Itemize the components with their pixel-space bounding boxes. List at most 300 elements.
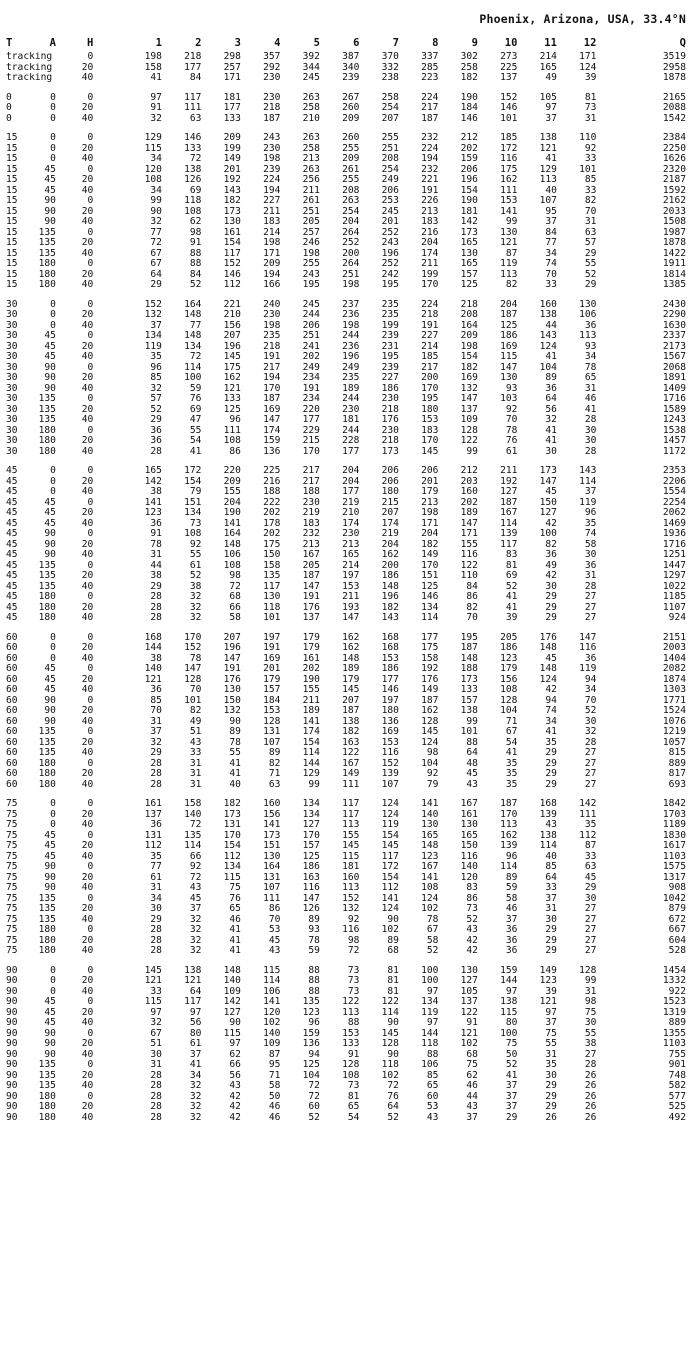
table-cell: 140 xyxy=(144,664,162,674)
table-cell: 175 xyxy=(223,362,241,373)
table-cell: 99 xyxy=(150,196,162,206)
table-cell: 149 xyxy=(223,154,241,164)
table-cell: 31 xyxy=(189,758,202,769)
table-cell: 45 xyxy=(545,487,557,497)
table-cell: 113 xyxy=(342,820,360,830)
table-cell: 15 xyxy=(6,227,18,238)
table-cell: 164 xyxy=(223,529,241,539)
table-cell: 61 xyxy=(505,446,518,457)
table-cell: 53 xyxy=(426,1102,439,1112)
table-cell: 82 xyxy=(466,602,478,613)
table-cell: 41 xyxy=(229,925,241,935)
table-cell: 90 xyxy=(6,1049,18,1060)
table-cell: 75 xyxy=(505,1039,518,1049)
table-cell: 165 xyxy=(460,259,478,269)
table-cell: 165 xyxy=(144,466,162,476)
table-cell: 42 xyxy=(229,1102,241,1112)
table-cell: 168 xyxy=(381,643,399,653)
table-cell: 1589 xyxy=(662,404,686,415)
table-cell: 218 xyxy=(460,299,478,310)
table-cell: 158 xyxy=(421,653,439,664)
table-row xyxy=(6,415,686,426)
table-cell: 90 xyxy=(44,1049,56,1060)
table-cell: 245 xyxy=(302,299,320,310)
table-cell: 124 xyxy=(579,62,597,73)
table-cell: 75 xyxy=(545,1028,557,1039)
table-cell: 128 xyxy=(381,1039,399,1049)
table-cell: 36 xyxy=(545,550,557,560)
table-cell: 90 xyxy=(150,206,162,217)
table-cell: 96 xyxy=(505,851,518,862)
table-cell: 121 xyxy=(539,997,557,1007)
table-cell: 130 xyxy=(421,820,439,830)
table-cell: 112 xyxy=(579,830,597,841)
column-header: 4 xyxy=(274,38,281,49)
table-cell: 164 xyxy=(184,299,202,310)
table-cell: 88 xyxy=(308,965,320,976)
table-cell: 32 xyxy=(189,613,202,623)
table-row xyxy=(6,894,686,905)
table-cell: 72 xyxy=(308,1081,320,1091)
table-cell: 40 xyxy=(81,248,94,259)
table-cell: 180 xyxy=(38,946,56,956)
table-cell: 122 xyxy=(460,1007,478,1018)
table-cell: 90 xyxy=(44,716,56,727)
table-cell: 125 xyxy=(460,280,478,290)
table-cell: 0 xyxy=(50,154,56,164)
table-cell: 35 xyxy=(505,769,518,779)
table-cell: 1185 xyxy=(662,592,686,602)
table-cell: 198 xyxy=(421,508,439,518)
table-cell: 90 xyxy=(6,1081,18,1091)
table-cell: 30 xyxy=(150,904,162,914)
table-cell: 143 xyxy=(539,331,557,341)
table-cell: 182 xyxy=(342,727,360,737)
table-cell: 190 xyxy=(223,508,241,518)
table-cell: 1617 xyxy=(662,841,686,851)
table-cell: 116 xyxy=(342,925,360,935)
table-cell: 162 xyxy=(342,632,360,643)
table-row xyxy=(6,769,686,780)
table-cell: 26 xyxy=(584,1091,597,1102)
table-cell: 2082 xyxy=(662,664,686,674)
table-cell: 40 xyxy=(81,383,94,394)
table-row xyxy=(6,321,686,332)
group-spacer xyxy=(6,291,686,300)
table-cell: 128 xyxy=(184,674,202,685)
table-cell: 186 xyxy=(381,383,399,394)
table-cell: 68 xyxy=(466,1049,478,1060)
table-cell: 175 xyxy=(500,164,518,175)
table-cell: 0 xyxy=(87,133,94,143)
table-cell: 1332 xyxy=(662,976,686,986)
table-cell: 36 xyxy=(584,653,597,664)
table-cell: 29 xyxy=(150,280,162,290)
table-cell: 30 xyxy=(6,383,18,394)
table-cell: 135 xyxy=(38,893,56,904)
table-cell: 42 xyxy=(229,1112,241,1123)
table-cell: 88 xyxy=(189,248,202,259)
table-cell: 78 xyxy=(150,539,162,550)
table-cell: 577 xyxy=(668,1091,686,1102)
table-cell: 525 xyxy=(668,1102,686,1112)
table-cell: 45 xyxy=(44,1018,56,1028)
table-cell: 143 xyxy=(223,185,241,196)
table-cell: 210 xyxy=(302,113,320,124)
table-cell: 59 xyxy=(505,883,518,893)
table-cell: 144 xyxy=(421,1028,439,1039)
table-cell: 75 xyxy=(6,830,18,841)
table-cell: 52 xyxy=(466,914,478,925)
table-cell: 75 xyxy=(6,946,18,956)
table-cell: 0 xyxy=(87,758,94,769)
table-cell: 170 xyxy=(421,436,439,446)
table-cell: 91 xyxy=(150,103,162,113)
table-cell: 54 xyxy=(505,737,518,748)
table-cell: 15 xyxy=(6,217,18,227)
table-cell: 40 xyxy=(81,851,94,862)
table-cell: 142 xyxy=(579,799,597,809)
table-cell: 60 xyxy=(6,769,18,779)
table-cell: 43 xyxy=(466,1102,478,1112)
table-cell: 1022 xyxy=(662,581,686,592)
table-cell: 60 xyxy=(426,1091,439,1102)
table-cell: 90 xyxy=(6,1070,18,1081)
table-cell: 135 xyxy=(184,830,202,841)
table-cell: 37 xyxy=(466,1112,478,1123)
table-cell: 672 xyxy=(668,914,686,925)
table-cell: 97 xyxy=(229,1039,241,1049)
table-cell: tracking xyxy=(6,52,53,62)
table-cell: 204 xyxy=(421,529,439,539)
table-cell: 1409 xyxy=(662,383,686,394)
table-cell: 135 xyxy=(38,394,56,404)
table-cell: 135 xyxy=(38,404,56,415)
table-cell: 102 xyxy=(460,1039,478,1049)
table-cell: 113 xyxy=(539,175,557,185)
table-row xyxy=(6,52,686,63)
table-cell: 96 xyxy=(229,415,241,425)
table-cell: 93 xyxy=(505,383,518,394)
table-cell: 118 xyxy=(263,602,281,613)
table-cell: 1042 xyxy=(662,893,686,904)
table-cell: 45 xyxy=(6,497,18,508)
table-cell: 113 xyxy=(342,1007,360,1018)
table-cell: 36 xyxy=(150,685,162,695)
table-cell: 113 xyxy=(500,820,518,830)
table-cell: 129 xyxy=(539,164,557,175)
table-cell: 15 xyxy=(6,238,18,248)
table-cell: 148 xyxy=(381,581,399,592)
table-cell: 211 xyxy=(302,185,320,196)
table-cell: 227 xyxy=(263,196,281,206)
table-cell: 60 xyxy=(6,653,18,664)
table-cell: 217 xyxy=(302,466,320,476)
table-cell: 66 xyxy=(189,851,202,862)
table-cell: 206 xyxy=(381,185,399,196)
table-cell: 40 xyxy=(81,185,94,196)
table-cell: 196 xyxy=(460,175,478,185)
table-cell: 75 xyxy=(6,935,18,946)
table-cell: 0 xyxy=(50,113,56,124)
table-cell: 117 xyxy=(184,997,202,1007)
table-cell: 33 xyxy=(189,748,202,758)
table-cell: 33 xyxy=(584,185,597,196)
table-cell: 46 xyxy=(268,1102,281,1112)
table-cell: 1830 xyxy=(662,830,686,841)
table-cell: 1716 xyxy=(662,394,686,404)
table-cell: 122 xyxy=(460,436,478,446)
table-cell: 1243 xyxy=(662,415,686,425)
table-cell: 137 xyxy=(460,404,478,415)
table-cell: 147 xyxy=(579,632,597,643)
table-row xyxy=(6,508,686,519)
table-row xyxy=(6,436,686,447)
table-cell: 112 xyxy=(223,280,241,290)
table-cell: 92 xyxy=(426,769,439,779)
table-cell: 151 xyxy=(263,841,281,851)
table-cell: 115 xyxy=(500,352,518,362)
table-row xyxy=(6,1071,686,1082)
table-cell: 148 xyxy=(184,310,202,320)
table-cell: 38 xyxy=(189,581,202,592)
table-cell: 29 xyxy=(584,883,597,893)
table-cell: 89 xyxy=(387,935,399,946)
table-cell: 2062 xyxy=(662,508,686,518)
table-cell: 170 xyxy=(223,830,241,841)
table-row xyxy=(6,550,686,561)
table-cell: 173 xyxy=(223,809,241,820)
table-cell: 187 xyxy=(302,571,320,581)
table-cell: 94 xyxy=(584,674,597,685)
table-cell: 71 xyxy=(268,1070,281,1081)
table-row xyxy=(6,1060,686,1071)
table-cell: 244 xyxy=(302,310,320,320)
table-cell: 30 xyxy=(545,1070,557,1081)
table-cell: 221 xyxy=(223,299,241,310)
table-row xyxy=(6,175,686,186)
table-cell: 114 xyxy=(579,476,597,487)
table-cell: 121 xyxy=(144,976,162,986)
table-cell: 72 xyxy=(189,154,202,164)
table-cell: 186 xyxy=(500,643,518,653)
table-cell: 157 xyxy=(302,841,320,851)
table-cell: 206 xyxy=(460,164,478,175)
table-cell: 156 xyxy=(263,809,281,820)
table-row xyxy=(6,946,686,957)
table-cell: 92 xyxy=(505,404,518,415)
table-cell: 72 xyxy=(189,352,202,362)
table-cell: 0 xyxy=(50,653,56,664)
table-cell: 243 xyxy=(381,238,399,248)
table-cell: 83 xyxy=(466,883,478,893)
table-cell: 89 xyxy=(505,872,518,883)
table-cell: 1251 xyxy=(662,550,686,560)
table-cell: 72 xyxy=(308,1091,320,1102)
table-cell: 90 xyxy=(44,383,56,394)
table-cell: 302 xyxy=(460,52,478,62)
table-cell: 135 xyxy=(38,914,56,925)
table-cell: 15 xyxy=(6,259,18,269)
column-header: 2 xyxy=(195,38,202,49)
table-cell: 120 xyxy=(144,164,162,175)
table-cell: 191 xyxy=(421,320,439,331)
table-cell: 126 xyxy=(302,904,320,914)
table-row xyxy=(6,363,686,374)
table-cell: 147 xyxy=(539,476,557,487)
table-cell: 45 xyxy=(44,1007,56,1018)
table-cell: 179 xyxy=(342,674,360,685)
table-cell: 182 xyxy=(223,196,241,206)
table-cell: 40 xyxy=(81,653,94,664)
table-cell: 20 xyxy=(81,872,94,883)
table-cell: 79 xyxy=(426,779,439,790)
column-header: 10 xyxy=(504,38,518,49)
table-cell: 135 xyxy=(38,1081,56,1091)
table-cell: 93 xyxy=(308,925,320,935)
table-cell: 29 xyxy=(545,613,557,623)
table-cell: 219 xyxy=(381,529,399,539)
table-cell: 158 xyxy=(263,560,281,571)
table-cell: 29 xyxy=(150,914,162,925)
table-cell: 240 xyxy=(263,299,281,310)
table-cell: 172 xyxy=(184,466,202,476)
table-cell: 202 xyxy=(302,352,320,362)
table-cell: 187 xyxy=(263,113,281,124)
table-cell: 138 xyxy=(184,965,202,976)
table-cell: 185 xyxy=(421,352,439,362)
table-cell: 258 xyxy=(460,62,478,73)
table-cell: 28 xyxy=(150,925,162,935)
table-cell: 86 xyxy=(268,904,281,914)
table-row xyxy=(6,373,686,384)
table-cell: 142 xyxy=(460,217,478,227)
table-cell: 176 xyxy=(381,415,399,425)
table-cell: 56 xyxy=(545,404,557,415)
table-cell: 165 xyxy=(539,62,557,73)
table-cell: 0 xyxy=(6,113,12,124)
table-cell: 0 xyxy=(87,196,94,206)
table-cell: 15 xyxy=(6,206,18,217)
table-cell: 169 xyxy=(263,404,281,415)
table-row xyxy=(6,217,686,228)
table-cell: 30 xyxy=(584,550,597,560)
table-cell: 132 xyxy=(460,383,478,394)
table-cell: 45 xyxy=(44,185,56,196)
table-cell: 210 xyxy=(223,310,241,320)
table-cell: 370 xyxy=(381,52,399,62)
table-row xyxy=(6,426,686,437)
table-row xyxy=(6,810,686,821)
table-cell: 218 xyxy=(263,341,281,352)
table-cell: 1911 xyxy=(662,259,686,269)
table-cell: 45 xyxy=(44,664,56,674)
table-cell: 45 xyxy=(44,175,56,185)
table-cell: 119 xyxy=(579,497,597,508)
table-cell: 76 xyxy=(505,436,518,446)
table-cell: 128 xyxy=(579,965,597,976)
table-cell: 31 xyxy=(545,904,557,914)
table-cell: 230 xyxy=(263,143,281,154)
table-cell: 199 xyxy=(223,143,241,154)
table-cell: 179 xyxy=(302,643,320,653)
table-cell: 34 xyxy=(584,685,597,695)
table-cell: 73 xyxy=(347,976,360,986)
table-cell: 90 xyxy=(44,872,56,883)
table-cell: 100 xyxy=(184,373,202,383)
table-cell: 227 xyxy=(381,373,399,383)
table-cell: 115 xyxy=(144,997,162,1007)
table-cell: 145 xyxy=(421,727,439,737)
table-cell: 73 xyxy=(347,965,360,976)
table-cell: 130 xyxy=(460,820,478,830)
table-cell: 191 xyxy=(263,643,281,653)
table-row xyxy=(6,259,686,270)
table-cell: 90 xyxy=(44,550,56,560)
table-cell: 60 xyxy=(6,674,18,685)
table-cell: 27 xyxy=(584,779,597,790)
table-cell: 78 xyxy=(189,653,202,664)
table-cell: 147 xyxy=(460,394,478,404)
table-cell: 97 xyxy=(545,103,557,113)
table-cell: 43 xyxy=(189,737,202,748)
table-cell: 40 xyxy=(81,1081,94,1091)
table-cell: 125 xyxy=(223,404,241,415)
table-cell: 183 xyxy=(421,425,439,436)
table-cell: 95 xyxy=(268,1060,281,1070)
table-cell: 208 xyxy=(342,185,360,196)
table-cell: 177 xyxy=(421,632,439,643)
table-cell: 901 xyxy=(668,1060,686,1070)
table-cell: 37 xyxy=(505,914,518,925)
table-cell: 179 xyxy=(302,632,320,643)
table-cell: 184 xyxy=(263,695,281,706)
table-cell: 165 xyxy=(460,830,478,841)
table-cell: 135 xyxy=(38,415,56,425)
table-cell: 30 xyxy=(6,320,18,331)
table-cell: 2173 xyxy=(662,341,686,352)
table-cell: 181 xyxy=(223,92,241,103)
table-cell: 40 xyxy=(81,352,94,362)
table-cell: 80 xyxy=(505,1018,518,1028)
table-cell: 59 xyxy=(308,946,320,956)
table-cell: 80 xyxy=(189,1028,202,1039)
table-cell: 130 xyxy=(460,965,478,976)
table-cell: 31 xyxy=(150,883,162,893)
table-cell: 158 xyxy=(144,62,162,73)
table-cell: 755 xyxy=(668,1049,686,1060)
table-cell: 64 xyxy=(150,269,162,280)
table-row xyxy=(6,966,686,977)
table-row xyxy=(6,633,686,644)
table-cell: 30 xyxy=(545,914,557,925)
table-cell: 135 xyxy=(302,997,320,1007)
table-cell: 193 xyxy=(342,602,360,613)
table-cell: 38 xyxy=(150,653,162,664)
table-cell: 111 xyxy=(342,779,360,790)
table-cell: 180 xyxy=(381,706,399,716)
table-cell: 154 xyxy=(223,841,241,851)
table-cell: 91 xyxy=(466,1018,478,1028)
table-cell: 86 xyxy=(466,893,478,904)
table-cell: 32 xyxy=(189,925,202,935)
table-cell: 27 xyxy=(584,914,597,925)
table-cell: 55 xyxy=(229,748,241,758)
table-cell: 37 xyxy=(150,727,162,737)
table-cell: 40 xyxy=(81,415,94,425)
table-cell: 140 xyxy=(421,809,439,820)
table-cell: 41 xyxy=(545,154,557,164)
